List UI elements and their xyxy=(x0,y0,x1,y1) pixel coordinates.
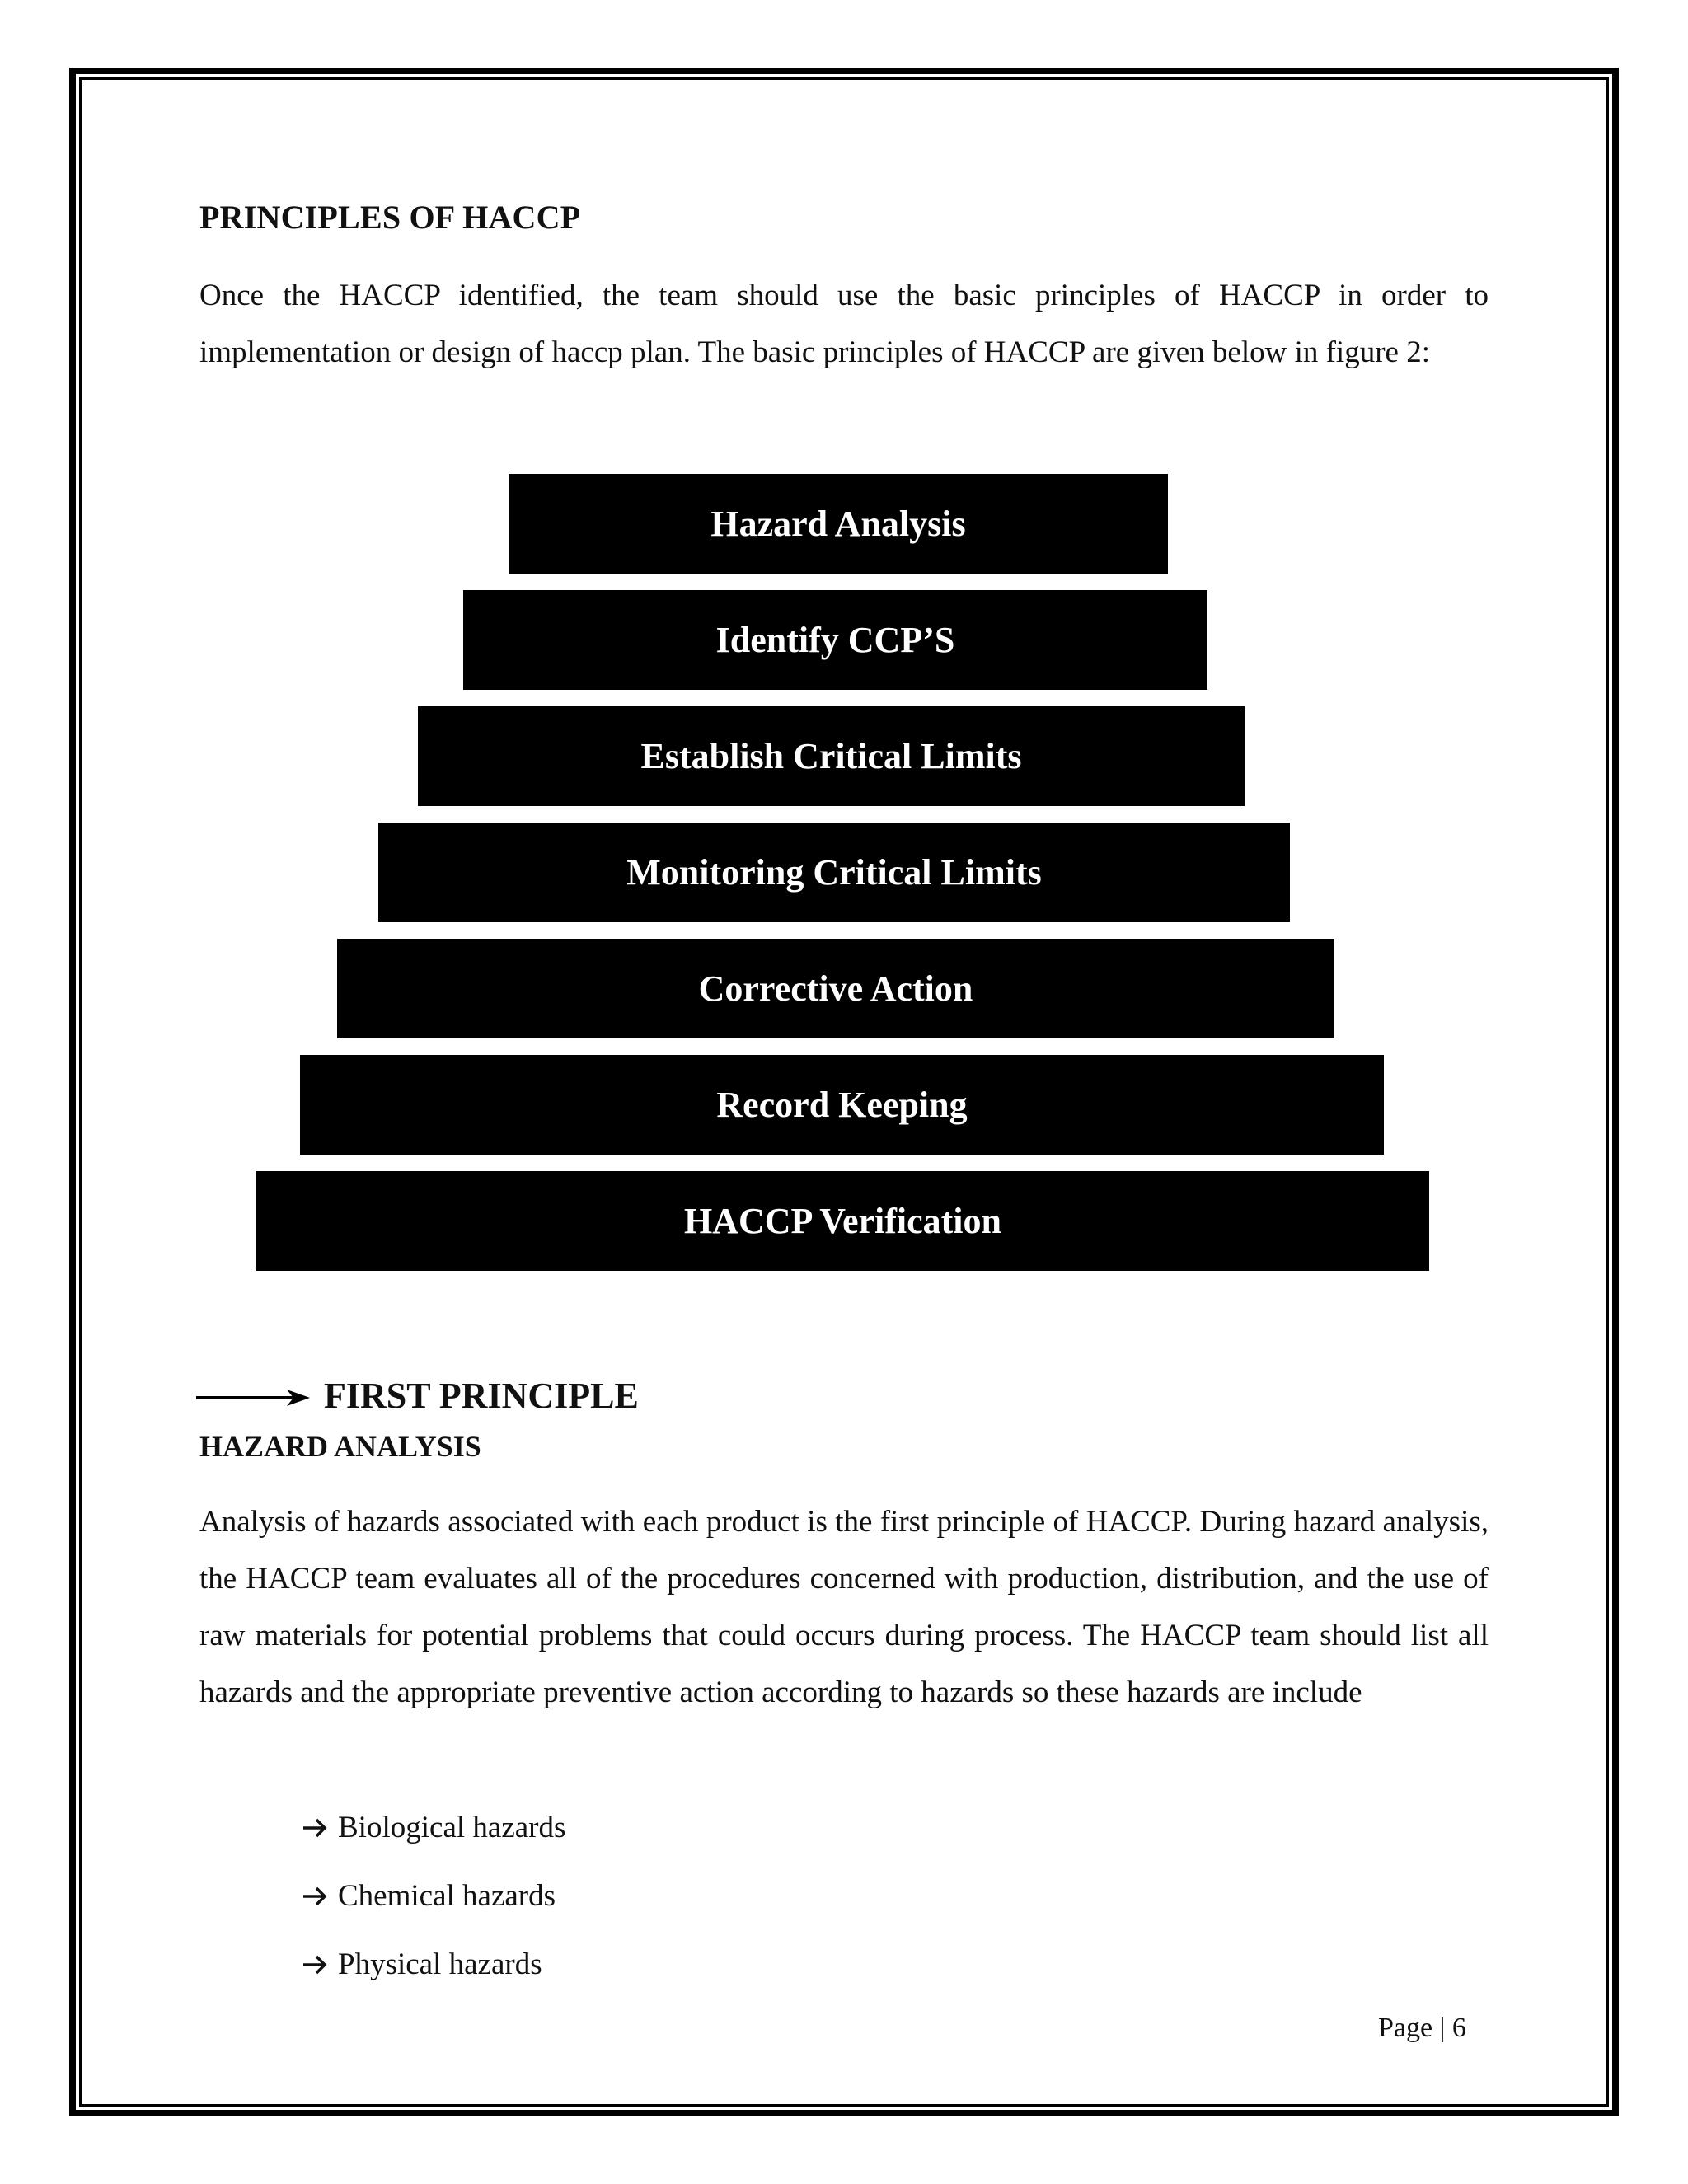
section-body-paragraph: Analysis of hazards associated with each product is the first principle of HACCP. During hazard analysis, the HACCP team evaluates all of the procedures concerned with production, distribution, and the use of raw materials for potential problems that could occurs during process. The HACCP team should list all hazards and the appropriate preventive action according to hazards so these hazards are include xyxy=(199,1505,1489,1709)
pyramid-step-establish-critical-limits: Establish Critical Limits xyxy=(418,706,1245,806)
section-label: FIRST PRINCIPLE xyxy=(324,1376,639,1416)
intro-paragraph: Once the HACCP identified, the team should use the basic principles of HACCP in order to implementation or design of haccp plan. The basic principles of HACCP are given below in figure 2: xyxy=(199,279,1489,369)
list-item-label: Physical hazards xyxy=(338,1947,542,1981)
page-heading: PRINCIPLES OF HACCP xyxy=(199,199,581,236)
right-arrow-icon xyxy=(298,1880,338,1913)
page-number: Page | 6 xyxy=(1378,2013,1466,2043)
right-arrow-icon xyxy=(298,1811,338,1844)
list-item-label: Biological hazards xyxy=(338,1811,566,1844)
hazard-list xyxy=(298,1793,565,1999)
list-item-label: Chemical hazards xyxy=(338,1879,556,1913)
pyramid-step-haccp-verification: HACCP Verification xyxy=(256,1171,1429,1271)
pyramid-step-identify-ccps: Identify CCP’S xyxy=(463,590,1207,690)
list-item xyxy=(298,1793,565,1862)
right-arrow-icon xyxy=(298,1948,338,1981)
pyramid-step-monitoring-critical-limits: Monitoring Critical Limits xyxy=(378,823,1290,922)
list-item xyxy=(298,1930,565,1999)
pyramid-step-corrective-action: Corrective Action xyxy=(337,939,1334,1038)
pyramid-step-hazard-analysis: Hazard Analysis xyxy=(509,474,1168,574)
section-title: HAZARD ANALYSIS xyxy=(199,1430,481,1463)
pyramid-step-record-keeping: Record Keeping xyxy=(300,1055,1384,1155)
right-arrow-icon xyxy=(284,1385,315,1411)
list-item xyxy=(298,1862,565,1930)
